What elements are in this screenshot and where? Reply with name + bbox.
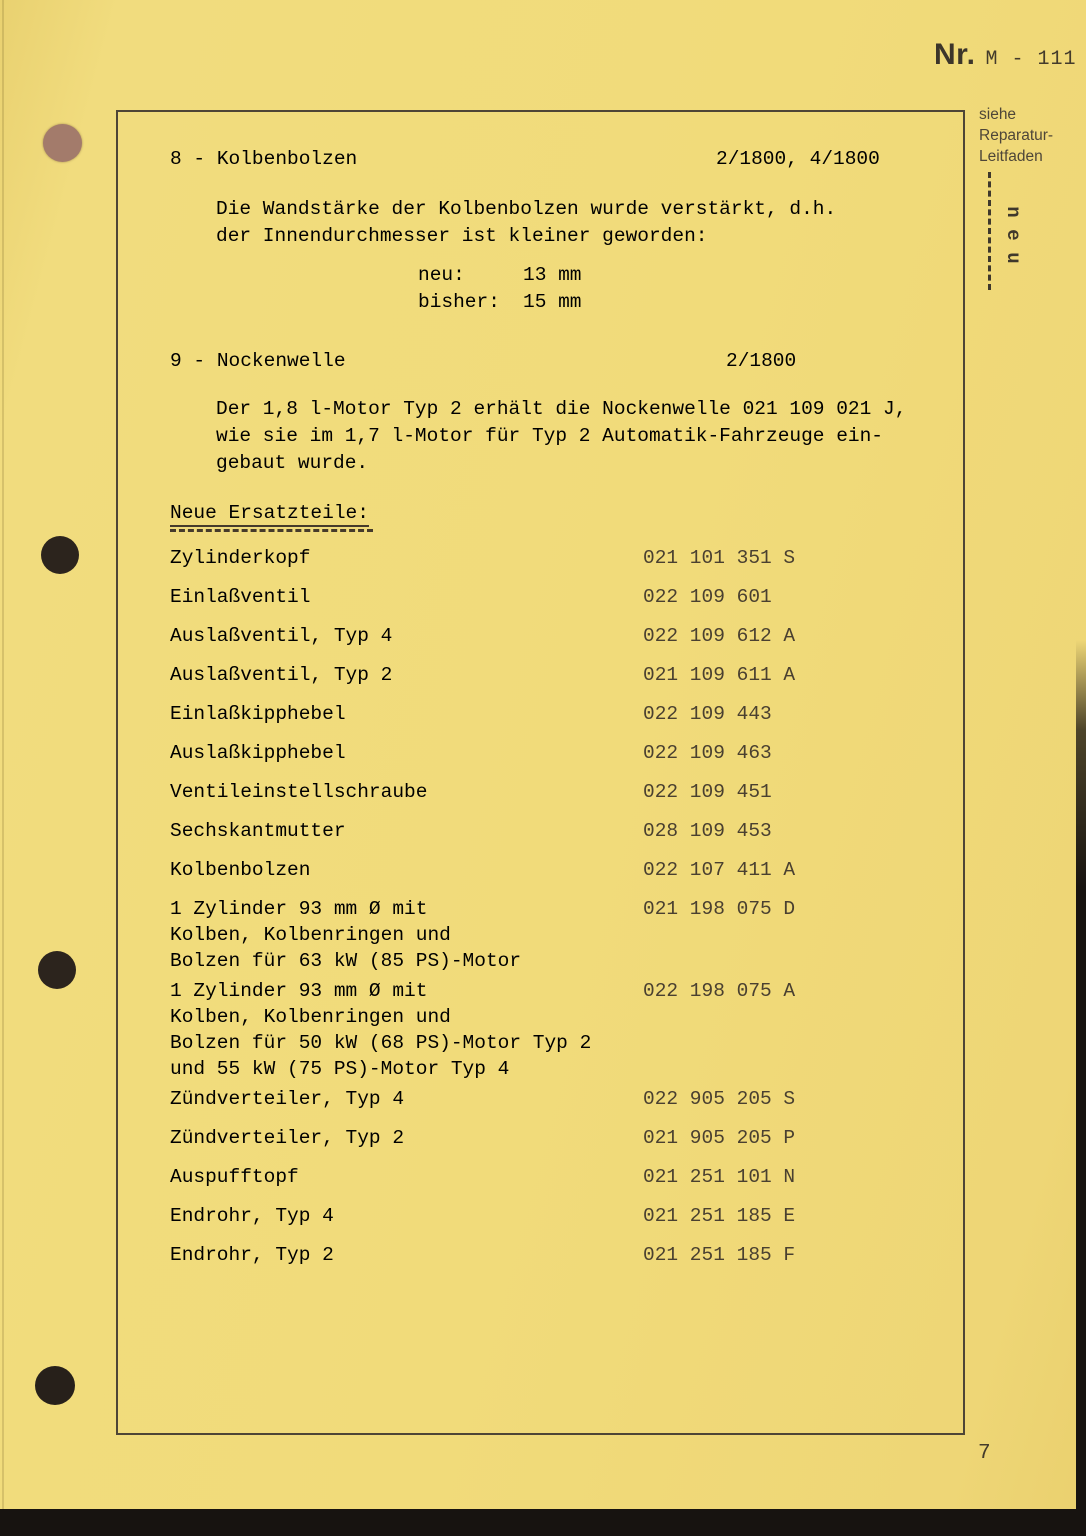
- scan-edge-right: [1076, 640, 1086, 1536]
- body-line: der Innendurchmesser ist kleiner geworden:: [216, 225, 708, 247]
- part-name: 1 Zylinder 93 mm Ø mit Kolben, Kolbenringen und Bolzen für 63 kW (85 PS)-Motor: [170, 898, 522, 972]
- parts-heading-text: Neue Ersatzteile:: [170, 502, 369, 527]
- part-name: Zündverteiler, Typ 4: [170, 1088, 405, 1110]
- part-number: 021 251 101 N: [643, 1166, 796, 1188]
- punch-hole-1: [43, 124, 82, 162]
- part-name: Sechskantmutter: [170, 820, 346, 842]
- body-line: Der 1,8 l-Motor Typ 2 erhält die Nockenwelle 021 109 021 J,: [216, 398, 907, 420]
- part-entry: [170, 584, 930, 610]
- section-9-models: 2/1800: [726, 350, 797, 372]
- part-number: 021 251 185 E: [643, 1205, 796, 1227]
- body-line: Die Wandstärke der Kolbenbolzen wurde verstärkt, d.h.: [216, 198, 837, 220]
- margin-note-line: Leitfaden: [979, 148, 1043, 165]
- part-name: Ventileinstellschraube: [170, 781, 428, 803]
- part-name: Zündverteiler, Typ 2: [170, 1127, 405, 1149]
- part-number: 021 251 185 F: [643, 1244, 796, 1266]
- part-name: Auslaßventil, Typ 2: [170, 664, 393, 686]
- part-name: Auslaßkipphebel: [170, 742, 346, 764]
- spec-label: neu:: [418, 264, 465, 286]
- margin-note: [979, 104, 1053, 167]
- vertical-letter: n: [1002, 206, 1024, 218]
- punch-hole-2: [41, 536, 79, 574]
- section-9-body: [216, 396, 906, 477]
- margin-note-line: Reparatur-: [979, 127, 1054, 144]
- part-number: 022 109 443: [643, 703, 772, 725]
- punch-hole-4: [35, 1366, 75, 1405]
- section-8-body: [216, 196, 836, 250]
- part-name: Auspufftopf: [170, 1166, 299, 1188]
- section-8-heading: [170, 148, 357, 170]
- part-entry: [170, 1203, 930, 1229]
- document-number: [934, 38, 1077, 72]
- section-9-title: Nockenwelle: [216, 350, 346, 372]
- scan-edge-bottom: [0, 1509, 1086, 1536]
- part-entry: [170, 978, 930, 1082]
- document-number-code: M - 111: [985, 48, 1077, 71]
- part-number: 022 107 411 A: [643, 859, 796, 881]
- part-number: 022 109 451: [643, 781, 772, 803]
- spec-label: bisher:: [418, 291, 500, 313]
- part-name: Kolbenbolzen: [170, 859, 311, 881]
- part-number: 021 905 205 P: [643, 1127, 796, 1149]
- parts-heading-dashed-underline: [170, 529, 373, 532]
- part-name: Zylinderkopf: [170, 547, 311, 569]
- part-name: Einlaßventil: [170, 586, 311, 608]
- vertical-letter: e: [1002, 229, 1024, 241]
- part-name: Endrohr, Typ 2: [170, 1244, 334, 1266]
- part-name: Auslaßventil, Typ 4: [170, 625, 393, 647]
- margin-dashed-line: [988, 172, 991, 290]
- part-number: 021 109 611 A: [643, 664, 796, 686]
- spec-value: 13 mm: [523, 264, 582, 286]
- part-number: 022 109 463: [643, 742, 772, 764]
- part-entry: [170, 896, 930, 974]
- part-number: 022 109 601: [643, 586, 772, 608]
- section-9-heading: [170, 350, 346, 372]
- part-name: 1 Zylinder 93 mm Ø mit Kolben, Kolbenringen und Bolzen für 50 kW (68 PS)-Motor Typ 2 und 55 kW (75 PS)-Motor Typ 4: [170, 980, 592, 1080]
- part-number: 022 109 612 A: [643, 625, 796, 647]
- part-entry: [170, 701, 930, 727]
- parts-heading: [170, 502, 373, 532]
- part-number: 021 101 351 S: [643, 547, 796, 569]
- part-number: 022 905 205 S: [643, 1088, 796, 1110]
- punch-hole-3: [38, 951, 76, 989]
- section-9-index: 9 -: [170, 350, 206, 372]
- part-entry: [170, 1164, 930, 1190]
- section-8-index: 8 -: [170, 148, 206, 170]
- vertical-letter: u: [1002, 252, 1024, 264]
- document-number-label: Nr.: [934, 38, 976, 71]
- section-8-title: Kolbenbolzen: [216, 148, 358, 170]
- content-box: [116, 110, 965, 1435]
- part-number: 021 198 075 D: [643, 898, 796, 920]
- part-entry: [170, 740, 930, 766]
- spec-value: 15 mm: [523, 291, 582, 313]
- part-entry: [170, 857, 930, 883]
- body-line: gebaut wurde.: [216, 452, 369, 474]
- section-8-models: 2/1800, 4/1800: [716, 148, 880, 170]
- part-entry: [170, 623, 930, 649]
- part-entry: [170, 818, 930, 844]
- part-entry: [170, 545, 930, 571]
- part-number: 022 198 075 A: [643, 980, 796, 1002]
- part-entry: [170, 1086, 930, 1112]
- part-name: Einlaßkipphebel: [170, 703, 346, 725]
- part-entry: [170, 779, 930, 805]
- part-entry: [170, 662, 930, 688]
- part-entry: [170, 1125, 930, 1151]
- margin-note-line: siehe: [979, 106, 1017, 123]
- part-entry: [170, 1242, 930, 1268]
- part-number: 028 109 453: [643, 820, 772, 842]
- scan-crease: [2, 0, 4, 1509]
- part-name: Endrohr, Typ 4: [170, 1205, 334, 1227]
- page-number: 7: [978, 1442, 991, 1465]
- body-line: wie sie im 1,7 l-Motor für Typ 2 Automatik-Fahrzeuge ein-: [216, 425, 884, 447]
- margin-vertical-label-neu: [1004, 203, 1026, 267]
- parts-list: [170, 545, 930, 1281]
